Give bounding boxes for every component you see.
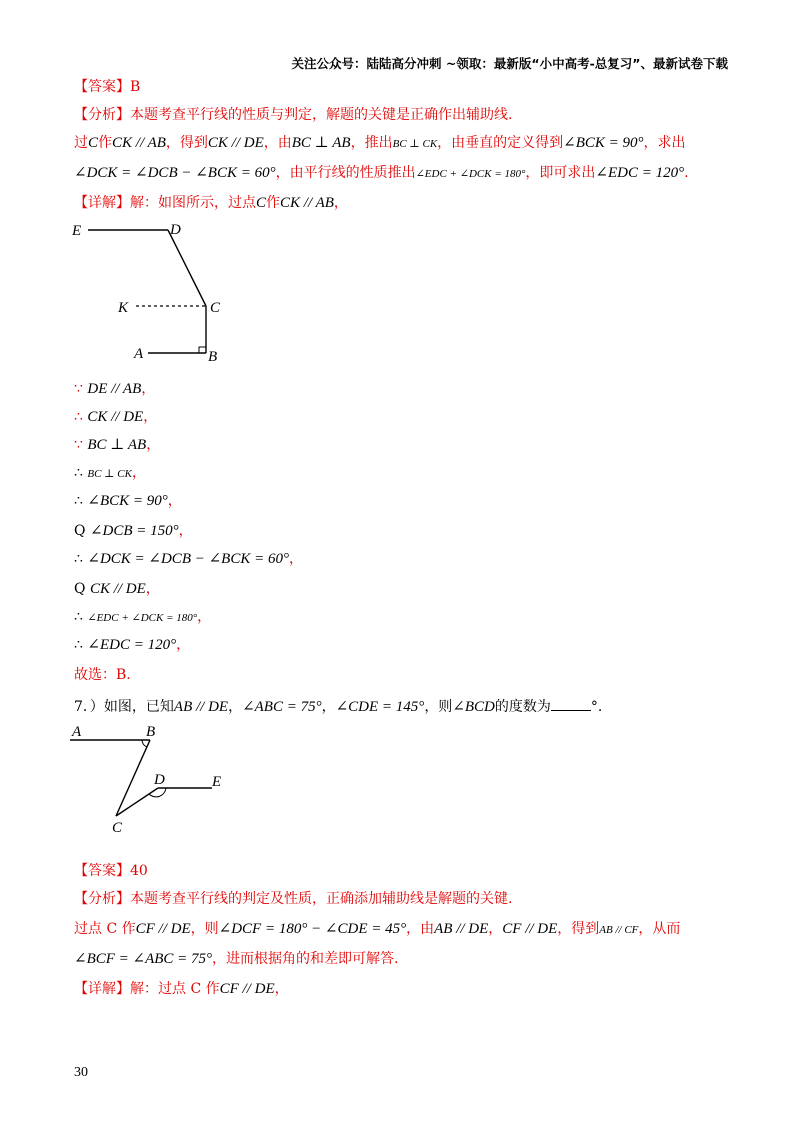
text: ，从而 — [638, 921, 681, 937]
step-end: ， — [178, 523, 193, 539]
text: ，推出 — [350, 135, 393, 151]
step-symbol: ∴ — [74, 409, 83, 425]
step-end: ， — [176, 637, 191, 653]
text: . — [684, 165, 689, 181]
q7-analysis-line — [74, 892, 512, 906]
math: CF // DE — [219, 981, 275, 997]
math: AB // DE — [173, 699, 229, 715]
math: BC ⊥ CK — [392, 138, 438, 150]
q6-step-line — [74, 524, 193, 539]
segment-dc — [168, 230, 206, 306]
q6-step-line — [74, 382, 155, 397]
q6-step-line — [74, 552, 303, 567]
q7-analysis-text: 本题考查平行线的判定及性质，正确添加辅助线是解题的关键. — [130, 891, 513, 907]
text: ，即可求出 — [525, 165, 596, 181]
label-a: A — [72, 724, 82, 740]
q7-analysis-tag: 【分析】 — [74, 891, 130, 907]
label-d: D — [154, 772, 165, 788]
q6-answer-tag: 【答案】 — [74, 79, 130, 95]
label-b: B — [146, 724, 156, 740]
q6-analysis-text: 本题考查平行线的性质与判定，解题的关键是正确作出辅助线. — [130, 107, 513, 123]
math: C — [256, 195, 267, 211]
q7-answer-tag: 【答案】 — [74, 863, 130, 879]
step-expression: BC ⊥ CK — [87, 468, 132, 480]
math: CF // DE — [135, 921, 191, 937]
math: ∠EDC + ∠DCK = 180° — [415, 168, 526, 180]
step-expression: ∠DCK = ∠DCB − ∠BCK = 60° — [87, 551, 289, 567]
step-symbol: Q — [74, 523, 86, 539]
right-angle-mark — [199, 347, 206, 353]
step-end: ， — [167, 493, 182, 509]
step-end: ， — [146, 437, 161, 453]
q6-analysis-tag: 【分析】 — [74, 107, 130, 123]
text: 过 — [74, 135, 88, 151]
step-symbol: ∴ — [74, 493, 83, 509]
text: °. — [590, 699, 603, 715]
step-symbol: ∵ — [74, 381, 83, 397]
text: ， — [488, 921, 503, 937]
math: AB // CF — [599, 924, 639, 936]
q7-stem — [74, 698, 602, 715]
step-end: ， — [197, 609, 212, 625]
label-a: A — [134, 346, 144, 362]
math: ∠ABC = 75° — [242, 699, 322, 715]
q7-analysis-line3 — [74, 952, 399, 967]
q6-step-line — [74, 466, 146, 480]
math: ∠EDC = 120° — [595, 165, 685, 181]
q6-detail-tag: 【详解】 — [74, 195, 130, 211]
step-end: ， — [145, 581, 160, 597]
label-c: C — [112, 820, 123, 836]
step-symbol: ∴ — [74, 465, 83, 481]
text: 过点 C 作 — [74, 921, 136, 937]
math: CK // AB — [280, 195, 334, 211]
label-d: D — [170, 222, 181, 238]
label-b: B — [208, 349, 218, 365]
text: ，求出 — [643, 135, 686, 151]
text: ， — [321, 699, 336, 715]
step-expression: CK // DE — [87, 409, 144, 425]
math: CK // DE — [207, 135, 264, 151]
q6-step-line — [74, 610, 211, 624]
math: ∠BCD — [452, 699, 495, 715]
q6-answer-value: B — [130, 79, 141, 95]
text: 解：过点 C 作 — [130, 981, 220, 997]
label-c: C — [210, 300, 221, 316]
page-number: 30 — [74, 1065, 88, 1080]
step-end: ， — [131, 465, 146, 481]
text: 7．）如图，已知 — [74, 699, 174, 715]
math: CF // DE — [502, 921, 558, 937]
math: AB // DE — [434, 921, 489, 937]
math: ∠DCK = ∠DCB − ∠BCK = 60° — [74, 165, 276, 181]
text: ，由 — [406, 921, 435, 937]
q6-choose: 故选：B. — [74, 667, 131, 683]
step-expression: BC ⊥ AB — [87, 437, 147, 453]
q7-detail-tag: 【详解】 — [74, 981, 130, 997]
text: ， — [333, 195, 348, 211]
math: ∠DCF = 180° − ∠CDE = 45° — [218, 921, 407, 937]
text: 作 — [266, 195, 281, 211]
text: ，得到 — [165, 135, 208, 151]
q6-figure — [60, 218, 260, 368]
text: ， — [274, 981, 289, 997]
step-end: ， — [288, 551, 303, 567]
text: ，进而根据角的和差即可解答. — [212, 951, 399, 967]
text: ，由垂直的定义得到 — [437, 135, 564, 151]
q6-step-line — [74, 494, 182, 509]
text: 的度数为 — [494, 699, 551, 715]
step-expression: DE // AB — [87, 381, 142, 397]
math: ∠BCF = ∠ABC = 75° — [74, 951, 213, 967]
step-expression: ∠EDC = 120° — [87, 637, 177, 653]
math: ∠BCK = 90° — [563, 135, 644, 151]
q7-answer-line — [74, 864, 148, 878]
step-symbol: ∴ — [74, 551, 83, 567]
math: ∠CDE = 145° — [335, 699, 425, 715]
step-expression: ∠DCB = 150° — [89, 523, 179, 539]
step-symbol: Q — [74, 581, 86, 597]
angle-mark-b — [142, 740, 147, 747]
text: ，得到 — [557, 921, 600, 937]
step-end: ， — [141, 381, 156, 397]
q6-step-line — [74, 638, 190, 653]
q6-step-line — [74, 582, 160, 597]
math: CK // AB — [112, 135, 166, 151]
label-e: E — [212, 774, 222, 790]
q6-analysis-line2 — [74, 136, 686, 151]
q6-step-line — [74, 438, 160, 453]
text: ，由 — [263, 135, 292, 151]
step-end: ， — [143, 409, 158, 425]
q7-detail-line — [74, 982, 289, 997]
math: C — [88, 135, 99, 151]
text: 解：如图所示，过点 — [130, 195, 256, 211]
q7-answer-value: 40 — [130, 863, 148, 879]
label-k: K — [118, 300, 129, 316]
answer-blank — [551, 698, 591, 711]
q6-detail-line — [74, 196, 348, 211]
math: BC ⊥ AB — [291, 135, 351, 151]
step-symbol: ∴ — [74, 609, 83, 625]
text: ，由平行线的性质推出 — [275, 165, 416, 181]
q6-answer-line — [74, 80, 140, 94]
q7-figure — [62, 724, 242, 836]
text: 作 — [98, 135, 113, 151]
q6-analysis-line3 — [74, 166, 689, 181]
q6-analysis-line — [74, 108, 512, 122]
step-expression: ∠EDC + ∠DCK = 180° — [87, 612, 198, 624]
q6-step-line — [74, 410, 157, 425]
text: ，则 — [190, 921, 219, 937]
step-expression: CK // DE — [89, 581, 146, 597]
text: ， — [228, 699, 243, 715]
text: ，则 — [424, 699, 453, 715]
step-expression: ∠BCK = 90° — [87, 493, 168, 509]
q7-analysis-line2 — [74, 922, 680, 937]
step-symbol: ∵ — [74, 437, 83, 453]
step-symbol: ∴ — [74, 637, 83, 653]
page-header: 关注公众号：陆陆高分冲刺 ~领取：最新版“小中高考-总复习”、最新试卷下载 — [291, 56, 728, 71]
label-e: E — [72, 223, 82, 239]
